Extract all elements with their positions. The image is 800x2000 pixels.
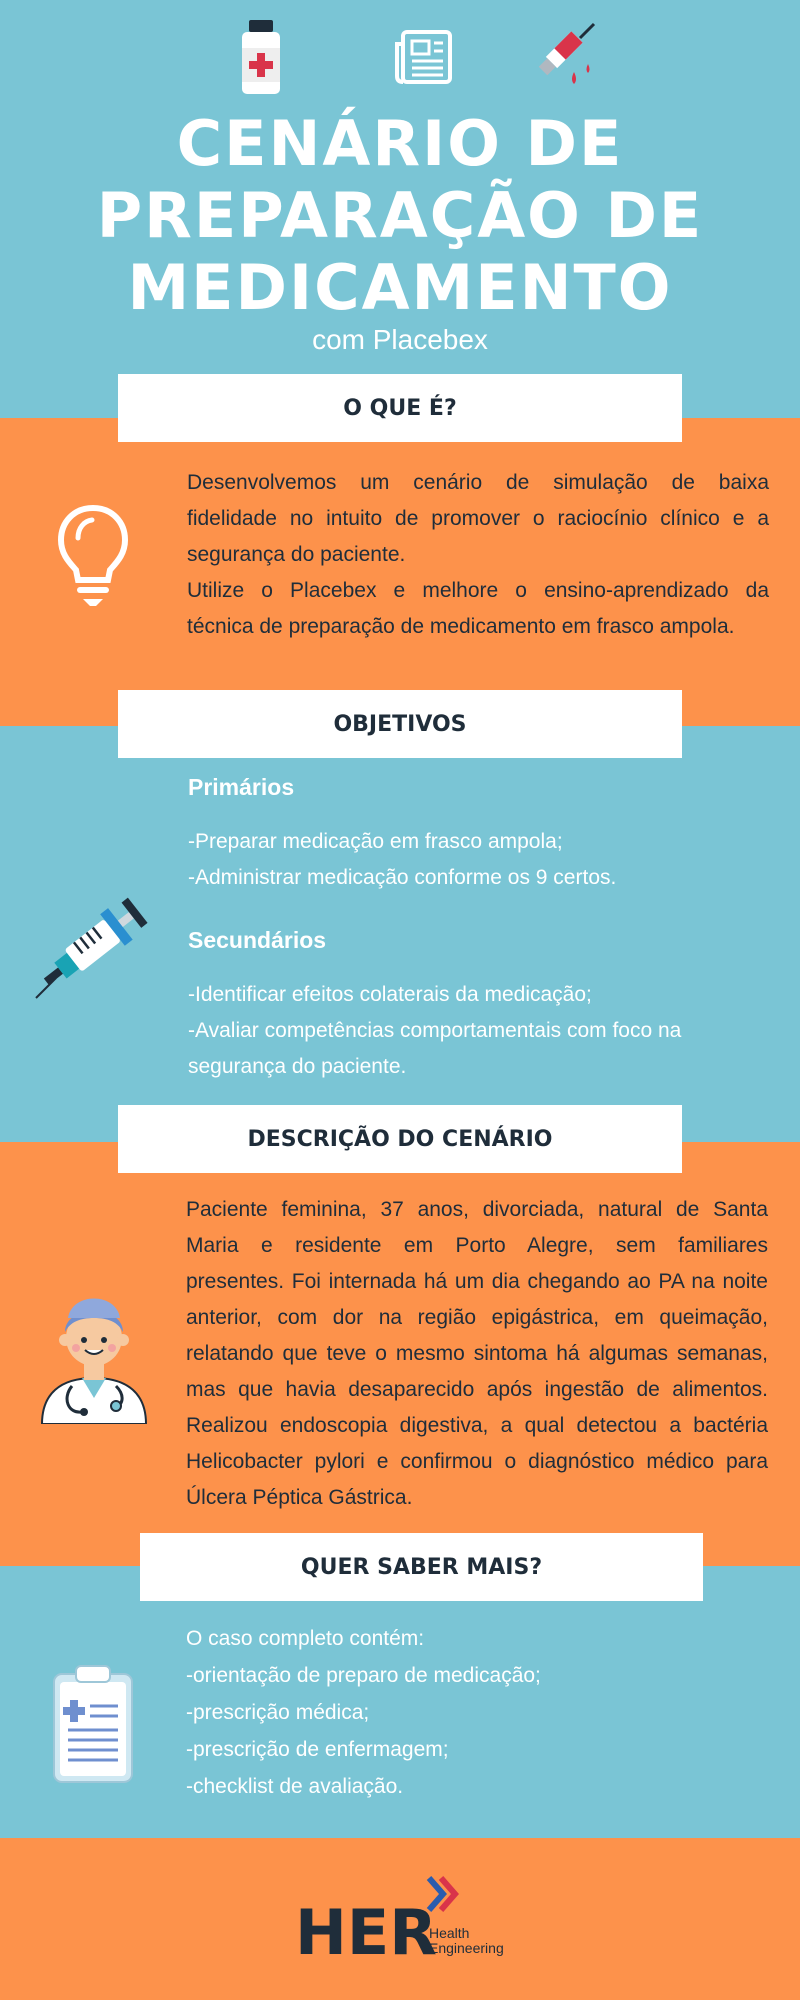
more-list (186, 1621, 746, 1805)
section-header-more: QUER SABER MAIS? (140, 1533, 703, 1601)
text-line: anterior, com dor na região epigástrica, em queimação, (186, 1306, 768, 1329)
text-line: Úlcera Péptica Gástrica. (186, 1486, 413, 1509)
text-line: Utilize o Placebex e melhore o ensino-aprendizado da (187, 579, 769, 602)
list-item: -Preparar medicação em frasco ampola; (188, 830, 563, 853)
primary-objectives-list (188, 824, 748, 896)
logo-line-2: Engineering (429, 1940, 504, 1956)
primary-objectives-title: Primários (188, 774, 295, 800)
list-item: -prescrição médica; (186, 1701, 370, 1724)
section-header-what: O QUE É? (118, 374, 682, 442)
text-line: fidelidade no intuito de promover o raciocínio clínico e a (187, 507, 769, 530)
title-line-3: MEDICAMENTO (127, 251, 673, 324)
page-title (0, 108, 800, 324)
text-line: relatando que teve o mesmo sintoma há algumas semanas, (186, 1342, 768, 1365)
list-item: -Identificar efeitos colaterais da medicação; (188, 983, 592, 1006)
medicine-bottle-icon (238, 20, 284, 96)
lightbulb-icon (56, 504, 130, 608)
text-line: Maria e residente em Porto Alegre, sem familiares (186, 1234, 768, 1257)
text-line: Paciente feminina, 37 anos, divorciada, natural de Santa (186, 1198, 768, 1221)
logo-mark: HER (295, 1896, 437, 1962)
text-line: técnica de preparação de medicamento em frasco ampola. (187, 615, 735, 638)
list-item: O caso completo contém: (186, 1627, 425, 1650)
doctor-avatar-icon (38, 1282, 150, 1424)
what-paragraph (187, 465, 769, 645)
list-item: -Administrar medicação conforme os 9 certos. (188, 866, 617, 889)
text-line: Desenvolvemos um cenário de simulação de baixa (187, 471, 769, 494)
text-line: segurança do paciente. (187, 543, 406, 566)
secondary-objectives-title: Secundários (188, 927, 327, 953)
list-item: -orientação de preparo de medicação; (186, 1664, 541, 1687)
section-header-objectives: OBJETIVOS (118, 690, 682, 758)
newspaper-icon (393, 30, 453, 86)
her-logo (295, 1872, 505, 1962)
logo-line-1: Health (429, 1925, 470, 1941)
list-item: segurança do paciente. (188, 1055, 407, 1078)
title-line-2: PREPARAÇÃO DE (96, 179, 704, 252)
clipboard-icon (50, 1664, 136, 1786)
secondary-objectives-list (188, 977, 748, 1085)
list-item: -prescrição de enfermagem; (186, 1738, 449, 1761)
list-item: -checklist de avaliação. (186, 1775, 404, 1798)
syringe-icon (32, 886, 158, 1002)
syringe-blood-icon (530, 20, 600, 90)
text-line: presentes. Foi internada há um dia chegando ao PA na noite (186, 1270, 768, 1293)
scenario-paragraph (186, 1192, 768, 1516)
text-line: mas que havia desaparecido após ingestão de alimentos. (186, 1378, 768, 1401)
text-line: Realizou endoscopia digestiva, a qual detectou a bactéria (186, 1414, 768, 1437)
page-subtitle: com Placebex (312, 324, 488, 355)
list-item: -Avaliar competências comportamentais com foco na (188, 1019, 682, 1042)
section-header-scenario: DESCRIÇÃO DO CENÁRIO (118, 1105, 682, 1173)
text-line: Helicobacter pylori e confirmou o diagnóstico médico para (186, 1450, 768, 1473)
title-line-1: CENÁRIO DE (176, 107, 624, 180)
